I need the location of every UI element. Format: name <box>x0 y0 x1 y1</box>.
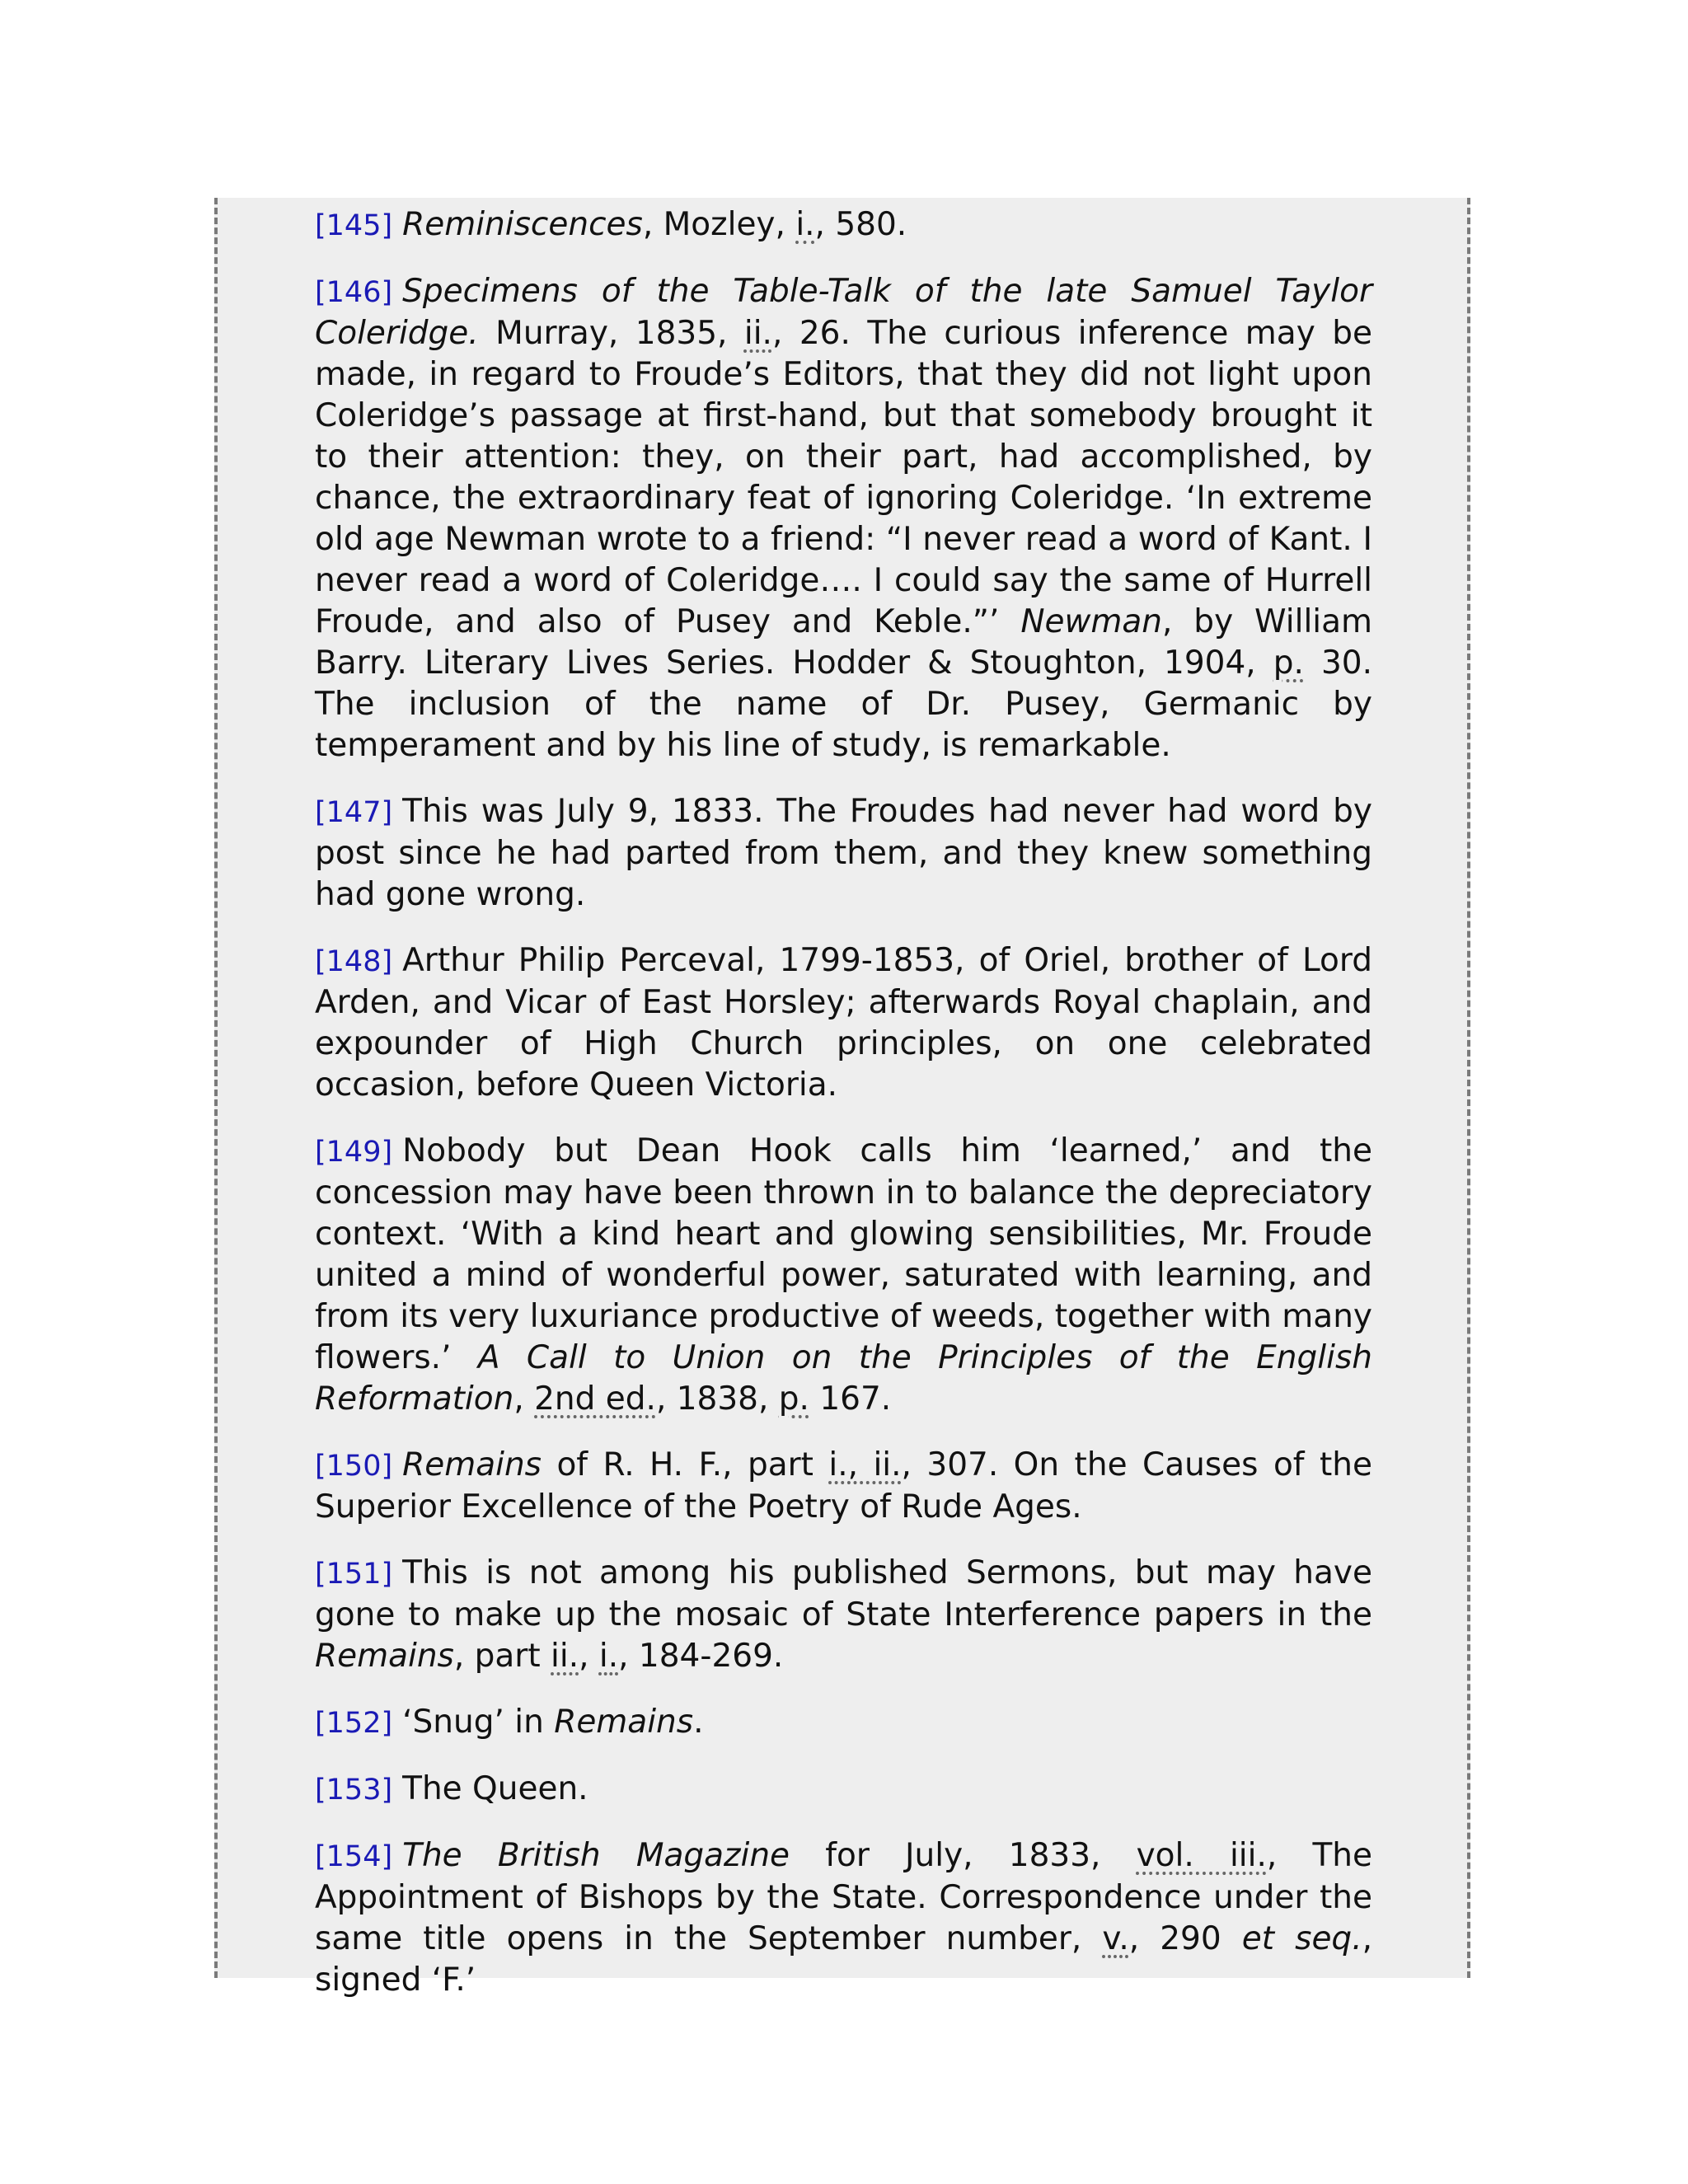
footnote-text: The Queen. <box>402 1770 588 1807</box>
footnote <box>315 1131 1372 1420</box>
footnote-text: , 290 <box>1128 1920 1242 1957</box>
footnote-text: , 26. The curious inference may be made, in regard to Froude’s Editors, that they did not light upon Coleridge’s passage at first-hand, but that somebody brought it to their attention: they, on their part, had accomplished, by chance, the extraordinary feat of ignoring Coleridge. ‘In extreme old age Newman wrote to a friend: “I never read a word of Kant. I never read a word of Coleridge…. I could say the same of Hurrell Froude, and also of Pusey and Keble.”’ <box>315 315 1372 640</box>
footnote-abbreviation: p. <box>1273 644 1304 682</box>
footnote-text: 167. <box>809 1380 892 1418</box>
footnote <box>315 1445 1372 1528</box>
footnote-abbreviation: i. <box>795 206 815 243</box>
footnote-abbreviation: 2nd ed. <box>534 1380 656 1418</box>
footnote-text: , 580. <box>814 206 907 243</box>
footnote <box>315 940 1372 1106</box>
footnotes-list <box>315 198 1372 2026</box>
footnote-abbreviation: vol. iii. <box>1136 1837 1267 1874</box>
footnote-number-link[interactable]: [152] <box>315 1707 393 1740</box>
footnote-italic-text: Remains <box>554 1704 694 1741</box>
footnote-text: , <box>579 1638 599 1675</box>
footnote-text: , 307. On the Causes of the Superior Excellence of the Poetry of Rude Ages. <box>315 1446 1372 1526</box>
footnote-text: , part <box>453 1638 551 1675</box>
footnote-italic-text: The British Magazine <box>402 1837 790 1874</box>
footnote-italic-text: Specimens of the Table-Talk of the late Samuel Taylor Coleridge. <box>315 273 1372 352</box>
footnote-text: , 184-269. <box>618 1638 784 1675</box>
footnote-text: , 1838, <box>655 1380 779 1418</box>
footnote <box>315 1553 1372 1677</box>
footnote-number-link[interactable]: [150] <box>315 1450 393 1483</box>
footnote-italic-text: Newman <box>1020 603 1162 640</box>
footnote-text: , signed ‘F.’ <box>315 1920 1372 1999</box>
footnote <box>315 271 1372 766</box>
footnote-number-link[interactable]: [147] <box>315 796 393 829</box>
footnote-number-link[interactable]: [154] <box>315 1840 393 1873</box>
footnote-italic-text: A Call to Union on the Principles of the English Reformation <box>315 1339 1372 1418</box>
footnote-text: , The Appointment of Bishops by the State. Correspondence under the same title opens in the September number, <box>315 1837 1372 1957</box>
footnote <box>315 791 1372 916</box>
footnote-number-link[interactable]: [153] <box>315 1774 393 1807</box>
footnote-text: This was July 9, 1833. The Froudes had never had word by post since he had parted from them, and they knew something had gone wrong. <box>315 793 1372 913</box>
footnote-abbreviation: v. <box>1102 1920 1129 1957</box>
footnote-italic-text: Remains <box>315 1638 454 1675</box>
footnote-text: Nobody but Dean Hook calls him ‘learned,’ and the concession may have been thrown in to balance the depreciatory context. ‘With a kind heart and glowing sensibilities, Mr. Froude united a mind of wonderful power, saturated with learning, and from its very luxuriance productive of weeds, together with many flowers.’ <box>315 1132 1372 1376</box>
footnote-abbreviation: ii. <box>743 315 772 352</box>
footnote <box>315 1835 1372 2001</box>
footnote-text: of R. H. F., part <box>541 1446 829 1483</box>
footnote-text: ‘Snug’ in <box>402 1704 555 1741</box>
footnote <box>315 1702 1372 1744</box>
footnote-text: for July, 1833, <box>790 1837 1137 1874</box>
footnote-text: Murray, 1835, <box>478 315 744 352</box>
footnote-number-link[interactable]: [151] <box>315 1558 393 1591</box>
footnote-number-link[interactable]: [148] <box>315 945 393 978</box>
footnote-abbreviation: i., ii. <box>828 1446 902 1483</box>
footnote-text: , by William Barry. Literary Lives Series. Hodder & Stoughton, 1904, <box>315 603 1372 682</box>
footnote-text: Arthur Philip Perceval, 1799-1853, of Oriel, brother of Lord Arden, and Vicar of East Horsley; afterwards Royal chaplain, and expounder of High Church principles, on one celebrated occasion, before Queen Victoria. <box>315 942 1372 1104</box>
footnote-abbreviation: i. <box>598 1638 619 1675</box>
footnote-text: 30. The inclusion of the name of Dr. Pusey, Germanic by temperament and by his line of study, is remarkable. <box>315 644 1373 764</box>
footnote-text: , <box>513 1380 535 1418</box>
footnote-italic-text: Remains <box>402 1446 542 1483</box>
footnote-text: , Mozley, <box>642 206 796 243</box>
footnote-text: This is not among his published Sermons, but may have gone to make up the mosaic of State Interference papers in the <box>315 1554 1372 1633</box>
footnote <box>315 1769 1372 1811</box>
footnote-number-link[interactable]: [145] <box>315 209 393 242</box>
footnote-italic-text: Reminiscences <box>402 206 643 243</box>
footnote <box>315 204 1372 246</box>
footnote-number-link[interactable]: [149] <box>315 1136 393 1169</box>
footnote-number-link[interactable]: [146] <box>315 276 393 309</box>
footnote-abbreviation: p. <box>778 1380 809 1418</box>
footnote-abbreviation: ii. <box>551 1638 579 1675</box>
footnote-text: . <box>693 1704 704 1741</box>
footnote-italic-text: et seq. <box>1241 1920 1362 1957</box>
